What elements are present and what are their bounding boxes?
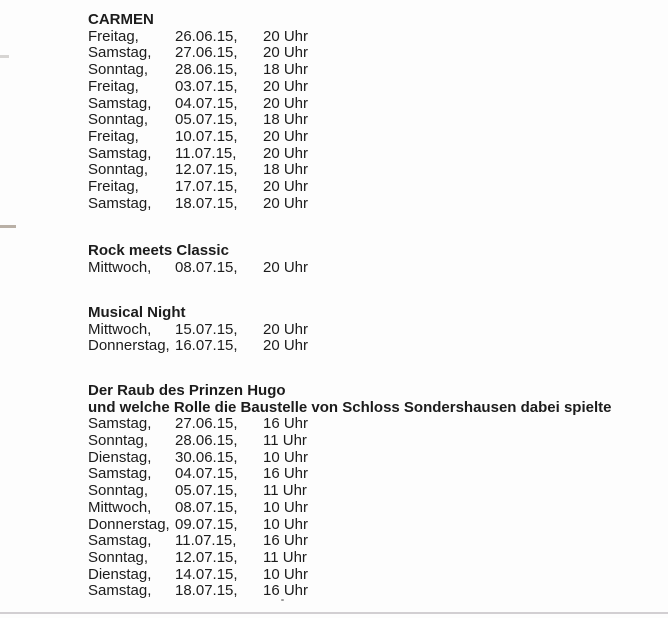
- schedule-row: [88, 500, 611, 517]
- day-cell: Sonntag,: [88, 482, 149, 500]
- time-cell: 20 Uhr: [263, 44, 309, 62]
- day-cell: Mittwoch,: [88, 320, 152, 338]
- schedule-content: [88, 12, 611, 618]
- schedule-row: [88, 583, 611, 600]
- schedule-row: [88, 260, 611, 277]
- schedule-row: [88, 567, 611, 584]
- time-cell: 20 Uhr: [263, 127, 309, 145]
- time-cell: 18 Uhr: [263, 111, 309, 129]
- day-cell: Samstag,: [88, 415, 152, 433]
- time-cell: 20 Uhr: [263, 194, 309, 212]
- schedule-row: [88, 146, 611, 163]
- date-cell: 08.07.15,: [175, 259, 238, 277]
- event-title-line: Musical Night: [88, 303, 186, 321]
- scan-artifact-dash: [0, 55, 9, 58]
- schedule-row: [88, 96, 611, 113]
- scan-artifact-dash: [0, 225, 16, 228]
- time-cell: 16 Uhr: [263, 415, 309, 433]
- date-cell: 27.06.15,: [175, 415, 238, 433]
- day-cell: Samstag,: [88, 144, 152, 162]
- time-cell: 20 Uhr: [263, 94, 309, 112]
- date-cell: 10.07.15,: [175, 127, 238, 145]
- day-cell: Mittwoch,: [88, 498, 152, 516]
- date-cell: 04.07.15,: [175, 94, 238, 112]
- time-cell: 10 Uhr: [263, 498, 309, 516]
- time-cell: 10 Uhr: [263, 448, 309, 466]
- date-cell: 11.07.15,: [175, 532, 237, 550]
- time-cell: 20 Uhr: [263, 337, 309, 355]
- day-cell: Sonntag,: [88, 61, 149, 79]
- schedule-row: [88, 338, 611, 355]
- time-cell: 16 Uhr: [263, 582, 309, 600]
- day-cell: Sonntag,: [88, 161, 149, 179]
- schedule-row: [88, 533, 611, 550]
- schedule-row: [88, 29, 611, 46]
- date-cell: 30.06.15,: [175, 448, 238, 466]
- time-cell: 20 Uhr: [263, 320, 309, 338]
- date-cell: 27.06.15,: [175, 44, 238, 62]
- time-cell: 11 Uhr: [263, 432, 307, 450]
- schedule-row: [88, 450, 611, 467]
- date-cell: 18.07.15,: [175, 582, 238, 600]
- schedule-row: [88, 45, 611, 62]
- time-cell: 20 Uhr: [263, 259, 309, 277]
- schedule-row: [88, 433, 611, 450]
- day-cell: Samstag,: [88, 194, 152, 212]
- day-cell: Samstag,: [88, 94, 152, 112]
- date-cell: 08.07.15,: [175, 498, 238, 516]
- day-cell: Sonntag,: [88, 548, 149, 566]
- day-cell: Donnerstag,: [88, 515, 170, 533]
- day-cell: Samstag,: [88, 532, 152, 550]
- date-cell: 03.07.15,: [175, 77, 238, 95]
- day-cell: Samstag,: [88, 582, 152, 600]
- schedule-row: [88, 79, 611, 96]
- schedule-row: [88, 112, 611, 129]
- day-cell: Samstag,: [88, 465, 152, 483]
- day-cell: Freitag,: [88, 27, 139, 45]
- event-title-line: CARMEN: [88, 11, 154, 28]
- date-cell: 04.07.15,: [175, 465, 238, 483]
- date-cell: 26.06.15,: [175, 27, 238, 45]
- schedule-row: [88, 483, 611, 500]
- date-cell: 28.06.15,: [175, 61, 238, 79]
- day-cell: Samstag,: [88, 44, 152, 62]
- time-cell: 10 Uhr: [263, 515, 309, 533]
- time-cell: 20 Uhr: [263, 144, 309, 162]
- scan-edge-line: [0, 612, 668, 614]
- date-cell: 28.06.15,: [175, 432, 238, 450]
- schedule-row: [88, 196, 611, 213]
- schedule-row: [88, 162, 611, 179]
- event-title-line: Der Raub des Prinzen Hugo: [88, 381, 286, 399]
- time-cell: 10 Uhr: [263, 565, 309, 583]
- time-cell: 18 Uhr: [263, 161, 309, 179]
- scan-artifact-dot: [281, 599, 284, 601]
- time-cell: 11 Uhr: [263, 482, 307, 500]
- event-section: [88, 383, 611, 600]
- event-title-line: und welche Rolle die Baustelle von Schloss Sondershausen dabei spielte: [88, 398, 612, 416]
- day-cell: Freitag,: [88, 77, 139, 95]
- date-cell: 11.07.15,: [175, 144, 237, 162]
- schedule-row: [88, 179, 611, 196]
- schedule-row: [88, 416, 611, 433]
- day-cell: Donnerstag,: [88, 337, 170, 355]
- time-cell: 20 Uhr: [263, 27, 309, 45]
- time-cell: 18 Uhr: [263, 61, 309, 79]
- date-cell: 18.07.15,: [175, 194, 238, 212]
- date-cell: 05.07.15,: [175, 111, 238, 129]
- date-cell: 16.07.15,: [175, 337, 238, 355]
- schedule-row: [88, 517, 611, 534]
- event-section: [88, 305, 611, 355]
- schedule-row: [88, 466, 611, 483]
- date-cell: 09.07.15,: [175, 515, 238, 533]
- day-cell: Dienstag,: [88, 565, 152, 583]
- event-section: [88, 12, 611, 212]
- day-cell: Freitag,: [88, 127, 139, 145]
- day-cell: Dienstag,: [88, 448, 152, 466]
- day-cell: Sonntag,: [88, 111, 149, 129]
- schedule-row: [88, 322, 611, 339]
- time-cell: 16 Uhr: [263, 465, 309, 483]
- day-cell: Freitag,: [88, 178, 139, 196]
- event-section: [88, 243, 611, 276]
- date-cell: 17.07.15,: [175, 178, 238, 196]
- time-cell: 11 Uhr: [263, 548, 307, 566]
- schedule-row: [88, 62, 611, 79]
- schedule-row: [88, 550, 611, 567]
- date-cell: 12.07.15,: [175, 161, 238, 179]
- date-cell: 12.07.15,: [175, 548, 238, 566]
- schedule-row: [88, 129, 611, 146]
- date-cell: 14.07.15,: [175, 565, 238, 583]
- time-cell: 20 Uhr: [263, 77, 309, 95]
- time-cell: 16 Uhr: [263, 532, 309, 550]
- date-cell: 15.07.15,: [175, 320, 238, 338]
- day-cell: Mittwoch,: [88, 259, 152, 277]
- event-title-line: Rock meets Classic: [88, 242, 229, 260]
- date-cell: 05.07.15,: [175, 482, 238, 500]
- time-cell: 20 Uhr: [263, 178, 309, 196]
- day-cell: Sonntag,: [88, 432, 149, 450]
